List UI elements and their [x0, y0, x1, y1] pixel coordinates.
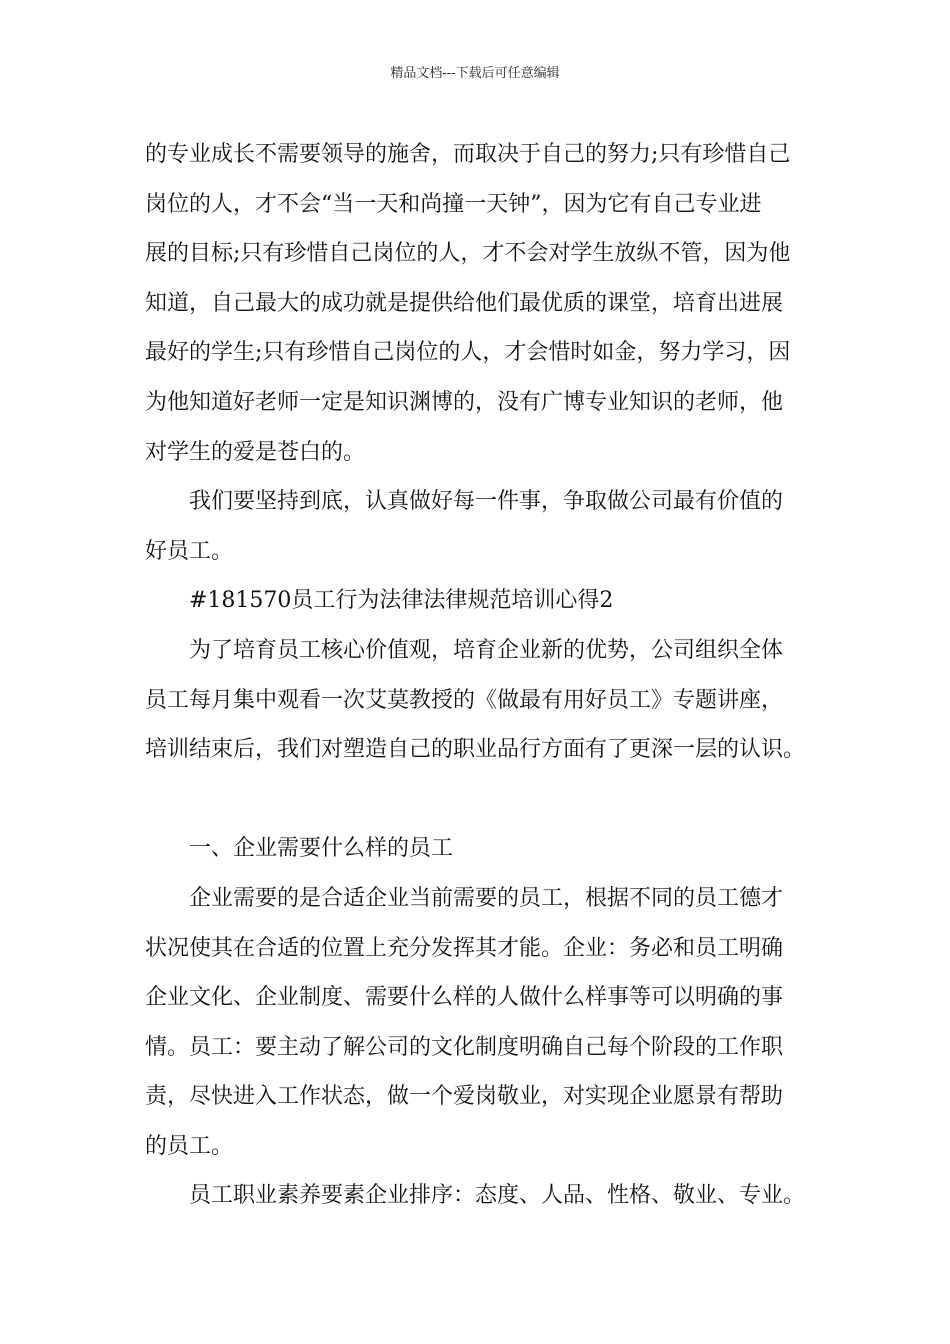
paragraph-line: 培训结束后，我们对塑造自己的职业品行方面有了更深一层的认识。	[145, 737, 806, 763]
paragraph-line: 岗位的人，才不会“当一天和尚撞一天钟”，因为它有自己专业进	[145, 191, 762, 217]
paragraph-line: 对学生的爱是苍白的。	[145, 439, 366, 465]
paragraph-line: 为他知道好老师一定是知识渊博的，没有广博专业知识的老师，他	[145, 389, 784, 415]
paragraph-line: 企业需要的是合适企业当前需要的员工，根据不同的员工德才	[189, 885, 784, 911]
subsection-heading: 一、企业需要什么样的员工	[189, 836, 454, 862]
paragraph-line: 状况使其在合适的位置上充分发挥其才能。企业：务必和员工明确	[145, 935, 784, 961]
paragraph-line: 员工职业素养要素企业排序：态度、人品、性格、敬业、专业。	[189, 1183, 806, 1209]
paragraph-line: 的员工。	[145, 1133, 234, 1159]
document-body	[145, 130, 825, 1221]
paragraph-line: 知道，自己最大的成功就是提供给他们最优质的课堂，培育出进展	[145, 290, 784, 316]
paragraph-line: 我们要坚持到底，认真做好每一件事，争取做公司最有价值的	[189, 489, 784, 515]
paragraph-line: 员工每月集中观看一次艾莫教授的《做最有用好员工》专题讲座，	[145, 687, 784, 713]
section-heading: #181570员工行为法律法律规范培训心得2	[189, 588, 614, 614]
paragraph-line: 情。员工：要主动了解公司的文化制度明确自己每个阶段的工作职	[145, 1034, 784, 1060]
paragraph-gap	[145, 775, 825, 825]
paragraph-line: 为了培育员工核心价值观，培育企业新的优势，公司组织全体	[189, 637, 784, 663]
paragraph-line: 责，尽快进入工作状态，做一个爱岗敬业，对实现企业愿景有帮助	[145, 1084, 784, 1110]
paragraph-line: 好员工。	[145, 538, 234, 564]
paragraph-line: 展的目标;只有珍惜自己岗位的人，才不会对学生放纵不管，因为他	[145, 241, 791, 267]
page-header: 精品文档---下载后可任意编辑	[390, 66, 560, 81]
paragraph-line: 企业文化、企业制度、需要什么样的人做什么样事等可以明确的事	[145, 985, 784, 1011]
paragraph-line: 最好的学生;只有珍惜自己岗位的人，才会惜时如金，努力学习，因	[145, 340, 791, 366]
paragraph-line: 的专业成长不需要领导的施舍，而取决于自己的努力;只有珍惜自己	[145, 142, 791, 167]
